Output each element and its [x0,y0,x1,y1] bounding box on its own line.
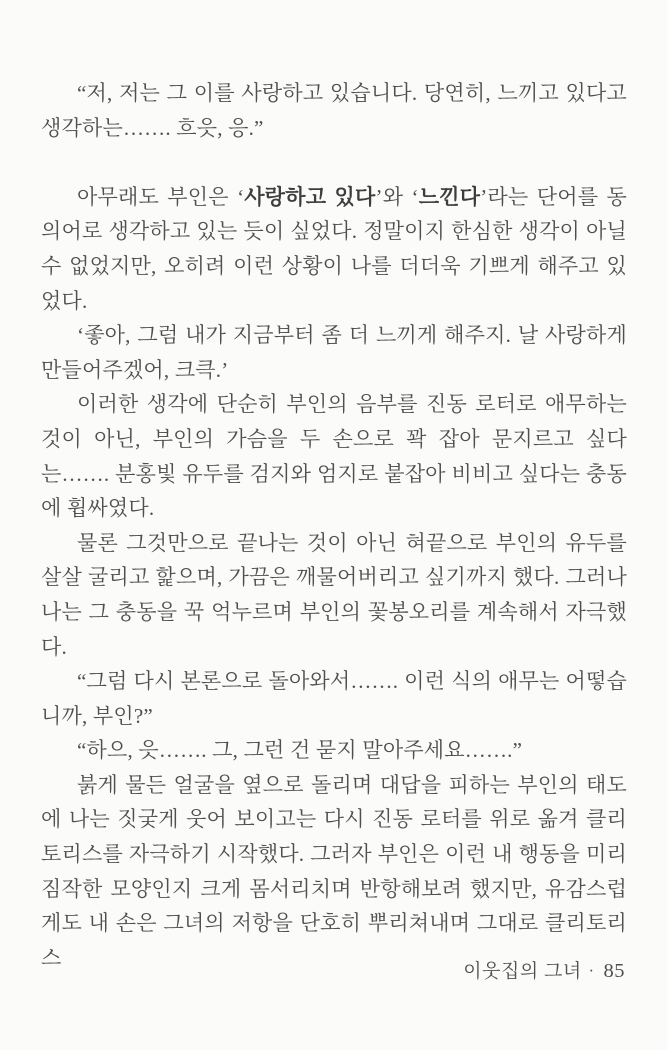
emphasized-text: 느낀다 [418,184,481,209]
text-segment: 붉게 물든 얼굴을 옆으로 돌리며 대답을 피하는 부인의 태도에 나는 짓궂게 웃어 보이고는 다시 진동 로터를 위로 옮겨 클리토리스를 자극하기 시작했다. 그러자 부인은 이런 내 행동을 미리 짐작한 모양인지 크게 몸서리치며 반항해보려 했지만, 유감스럽게도 내 손은 그녀의 저항을 단호히 뿌리쳐내며 그대로 클리토리스 [41,772,627,970]
separator-dot: · [588,963,595,980]
paragraph-dialogue [41,664,627,733]
page-footer [463,956,625,983]
paragraph-thought [41,318,627,387]
text-segment: “저, 저는 그 이를 사랑하고 있습니다. 당연히, 느끼고 있다고 생각하는……. 흐읏, 응.” [41,81,627,140]
paragraph-narration [41,180,627,318]
text-segment: 이러한 생각에 단순히 부인의 음부를 진동 로터로 애무하는 것이 아닌, 부인의 가슴을 두 손으로 꽉 잡아 문지르고 싶다는……. 분홍빛 유두를 검지와 엄지로 붙잡아 비비고 싶다는 충동에 휩싸였다. [41,392,627,521]
paragraph-narration [41,526,627,664]
text-segment: 물론 그것만으로 끝나는 것이 아닌 혀끝으로 부인의 유두를 살살 굴리고 핥으며, 가끔은 깨물어버리고 싶기까지 했다. 그러나 나는 그 충동을 꾹 억누르며 부인의 꽃봉오리를 계속해서 자극했다. [41,530,627,659]
page-number: 85 [603,960,625,982]
paragraph-dialogue [41,76,627,145]
text-segment: 아무래도 부인은 ‘ [77,184,245,209]
text-segment: ’라는 단어를 동의어로 생각하고 있는 듯이 싶었다. 정말이지 한심한 생각이 아닐 수 없었지만, 오히려 이런 상황이 나를 더더욱 기쁘게 해주고 있었다. [41,184,627,313]
text-segment: “그럼 다시 본론으로 돌아와서……. 이런 식의 애무는 어떻습니까, 부인?” [41,669,627,728]
text-segment: ‘좋아, 그럼 내가 지금부터 좀 더 느끼게 해주지. 날 사랑하게 만들어주겠어, 크큭.’ [41,323,627,382]
paragraph-narration [41,387,627,525]
emphasized-text: 사랑하고 있다 [244,184,376,209]
text-segment: “하으, 읏……. 그, 그런 건 묻지 말아주세요…….” [77,738,523,763]
book-title: 이웃집의 그녀 [463,961,582,982]
text-segment: ’와 ‘ [375,184,419,209]
paragraph-narration [41,768,627,976]
paragraph-dialogue [41,733,627,768]
body-text [41,76,627,975]
